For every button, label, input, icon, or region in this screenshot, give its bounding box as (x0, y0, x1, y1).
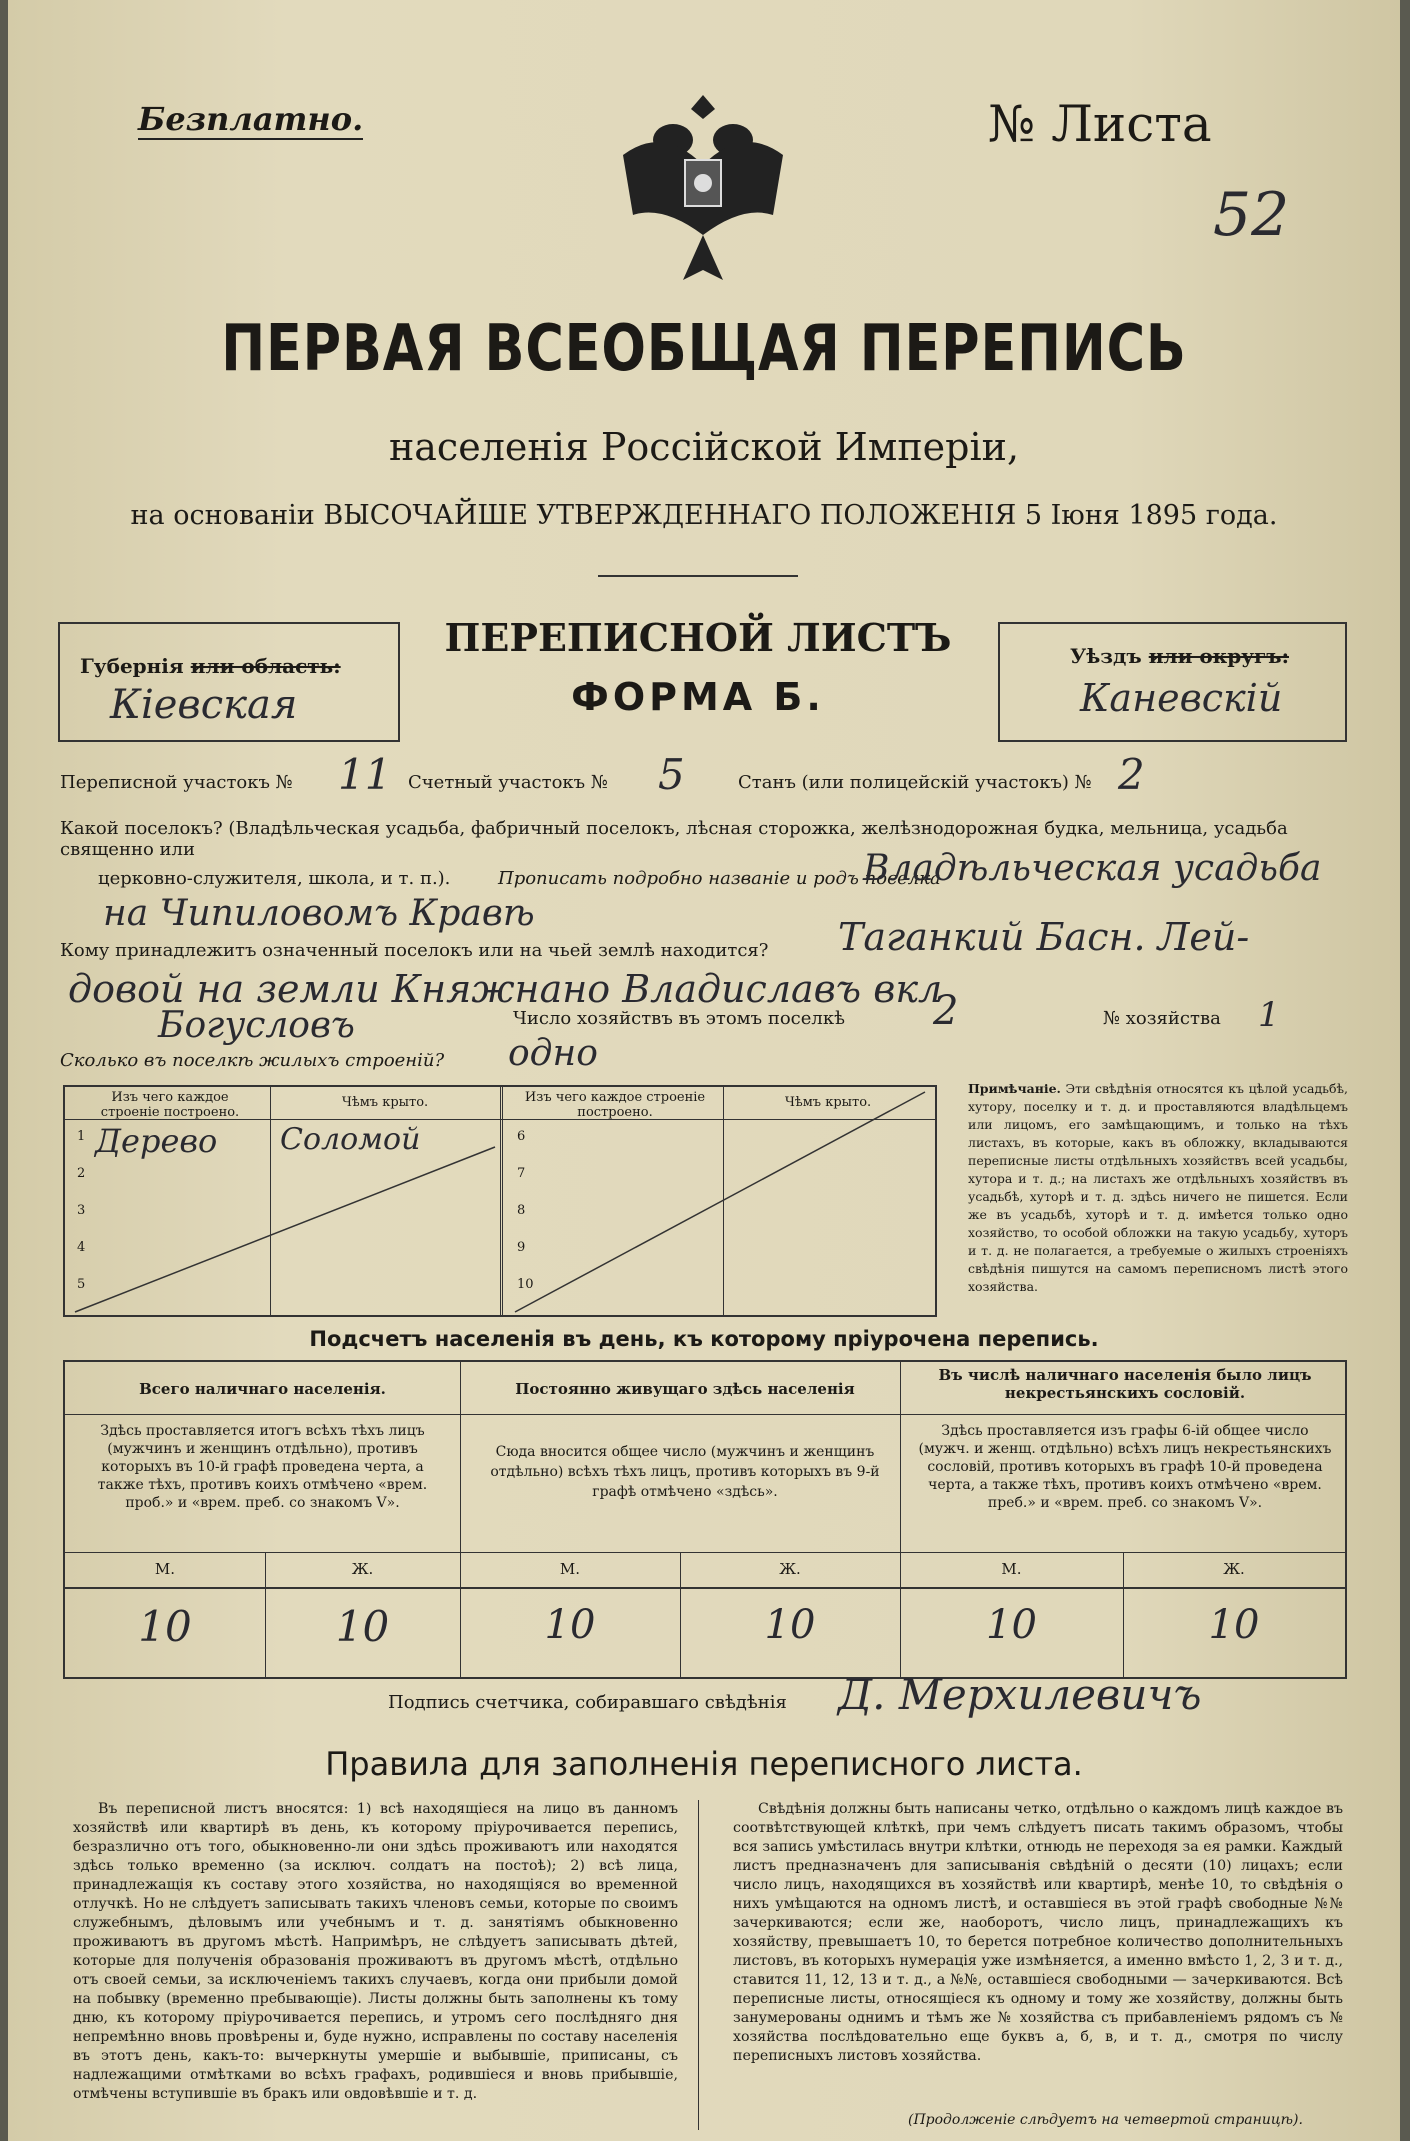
row-number: 1 (77, 1129, 86, 1144)
poselok-value-2: на Чипиловомъ Кравѣ (103, 893, 535, 934)
count-value: 10 (764, 1602, 816, 1648)
count-zh-header: Ж. (351, 1560, 374, 1578)
row-number: 8 (517, 1203, 526, 1218)
count-value: 10 (138, 1602, 192, 1651)
rules-right-column: Свѣдѣнія должны быть написаны четко, отдѣльно о каждомъ лицѣ каждое въ соотвѣтствующей клѣткѣ, при чемъ слѣдуетъ писать такимъ образомъ, чтобы вся запись умѣстилась внутри клѣтки, отнюдь не переходя за ея рамки. Каждый листъ предназначенъ для записыванія свѣдѣній о десяти (10) лицахъ; если число лицъ, находящихся въ хозяйствѣ или квартирѣ, менѣе 10, то свѣдѣнія о нихъ умѣщаются на одномъ листѣ, и оставшіеся въ этой графѣ свободные №№ зачеркиваются; если же, наоборотъ, число лицъ, принадлежащихъ къ хозяйству, превышаетъ 10, то берется потребное количество дополнительныхъ листовъ, въ которыхъ нумерація уже измѣняется, а именно вмѣсто 1, 2, 3 и т. д., ставится 11, 12, 13 и т. д., а №№, оставшіеся свободными — зачеркиваются. Всѣ переписные листы, относящіеся къ одному и тому же хозяйству, должны быть занумерованы однимъ и тѣмъ же № хозяйства съ прибавленіемъ рядомъ съ № хозяйства послѣдовательно еще буквъ а, б, в, и т. д., смотря по числу переписныхъ листовъ хозяйства. (733, 1801, 1343, 2064)
count-zh-header: Ж. (1223, 1560, 1245, 1578)
stan-label: Станъ (или полицейскій участокъ) № (738, 772, 1092, 793)
perepis-uch-label: Переписной участокъ № (60, 772, 293, 793)
sheet-number-label: № Листа (988, 95, 1212, 153)
subtitle: населенія Россійской Имперіи, (388, 425, 1020, 469)
count-value: 10 (335, 1602, 390, 1651)
count-value: 10 (986, 1602, 1037, 1648)
note-text: Эти свѣдѣнія относятся къ цѣлой усадьбѣ, хутору, поселку и т. д. и проставляются владѣльцемъ или лицомъ, его замѣщающимъ, и только на тѣхъ листахъ, въ которые, какъ въ обложку, вкладываются переписные листы отдѣльныхъ хозяйствъ всей усадьбы, хутора и т. д.; на листахъ же отдѣльныхъ хозяйствъ въ усадьбѣ, хуторѣ и т. д. здѣсь ничего не пишется. Если же въ усадьбѣ, хуторѣ и т. д. имѣется только одно хозяйство, то особой обложки на такую усадьбу, хуторъ и т. д. не полагается, а требуемые о жилыхъ строеніяхъ свѣдѣнія пишутся на самомъ переписномъ листѣ этого хозяйства. (968, 1081, 1348, 1294)
gubernia-box (58, 622, 400, 742)
poselok-question: Какой поселокъ? (Владѣльческая усадьба, фабричный поселокъ, лѣсная сторожка, желѣзнодорожная будка, мельница, усадьба священно или (60, 818, 1288, 860)
count-col1-text: Здѣсь проставляется итогъ всѣхъ тѣхъ лицъ (мужчинъ и женщинъ отдѣльно), противъ которыхъ въ 10-й графѣ проведена черта, а также тѣхъ, противъ коихъ отмѣчено «врем. проб.» и «врем. преб. со знакомъ V». (97, 1423, 428, 1511)
buildings-header-roof: Чѣмъ крыто. (341, 1095, 429, 1110)
gubernia-value: Кіевская (110, 682, 298, 728)
buildings-value: одно (508, 1033, 598, 1074)
row-number: 10 (517, 1277, 534, 1292)
row-number: 4 (77, 1240, 86, 1255)
count-m-header: М. (1001, 1560, 1022, 1578)
form-title: ПЕРЕПИСНОЙ ЛИСТЪ (444, 615, 952, 660)
strike-through-lines (65, 1087, 935, 1315)
note-block (968, 1080, 1348, 1296)
rules-title: Правила для заполненія переписного листа. (325, 1745, 1083, 1783)
count-m-header: М. (154, 1560, 176, 1578)
buildings-header-material-2: Изъ чего каждое строеніе построено. (524, 1090, 706, 1120)
count-col3-text: Здѣсь проставляется изъ графы 6-ій общее число (мужч. и женщ. отдѣльно) всѣхъ лицъ некрестьянскихъ сословій, противъ которыхъ въ графѣ 10-й проведена черта, а также тѣхъ, противъ коихъ отмѣчено «врем. преб.» и «врем. преб. со знакомъ V». (918, 1423, 1332, 1511)
uezd-value: Каневскій (1080, 676, 1283, 720)
gubernia-label: Губернія (80, 654, 184, 678)
row-number: 6 (517, 1129, 526, 1144)
row-number: 5 (77, 1277, 86, 1292)
households-value: 2 (933, 988, 959, 1034)
count-value: 10 (544, 1602, 596, 1648)
count-col2-text: Сюда вносится общее число (мужчинъ и женщинъ отдѣльно) всѣхъ тѣхъ лицъ, противъ которыхъ въ 9-й графѣ отмѣчено «здѣсь». (490, 1444, 880, 1500)
schet-uch-label: Счетный участокъ № (408, 772, 608, 793)
row-number: 3 (77, 1203, 86, 1218)
household-number-value: 1 (1258, 995, 1280, 1035)
count-value: 10 (1208, 1602, 1260, 1648)
rules-divider (698, 1800, 699, 2130)
poselok-instruction: Прописать подробно названіе и родъ поселка (498, 868, 941, 889)
count-col1-head: Всего наличнаго населенія. (139, 1380, 386, 1398)
signature-label: Подпись счетчика, собиравшаго свѣдѣнія (388, 1692, 787, 1713)
owner-question: Кому принадлежитъ означенный поселокъ или на чьей землѣ находится? (60, 940, 769, 961)
count-title: Подсчетъ населенія въ день, къ которому пріурочена перепись. (309, 1327, 1099, 1351)
row-number: 9 (517, 1240, 526, 1255)
form-type: ФОРМА Б. (571, 675, 825, 719)
rules-left-column: Въ переписной листъ вносятся: 1) всѣ находящіеся на лицо въ данномъ хозяйствѣ или квартирѣ въ день, къ которому пріурочивается перепись, безразлично отъ того, обыкновенно-ли они здѣсь проживаютъ или находятся здѣсь только временно (за исключ. солдатъ на постоѣ); 2) всѣ лица, принадлежащія къ составу этого хозяйства, но находящіяся во временной отлучкѣ. Но не слѣдуетъ записывать такихъ членовъ семьи, которые по своимъ служебнымъ, дѣловымъ или учебнымъ и т. д. занятіямъ обыкновенно проживаютъ въ другомъ мѣстѣ. Напримѣръ, не слѣдуетъ записывать дѣтей, которые для полученія образованія проживаютъ въ другомъ мѣстѣ, отдѣльно отъ своей семьи, за исключеніемъ такихъ случаевъ, когда они прибыли домой на побывку (временно пребывающіе). Листы должны быть заполнены къ тому дню, къ которому пріурочивается перепись, и утромъ сего послѣдняго дня непремѣнно вновь провѣрены и, буде нужно, исправлены по составу населенія въ этотъ день, какъ-то: вычеркнуты умершіе и выбывшіе, приписаны, съ надлежащими отмѣтками во всѣхъ графахъ, родившіеся и вновь прибывшіе, отмѣчены вступившіе въ бракъ или овдовѣвшіе и т. д. (73, 1801, 678, 2102)
row1-roof: Соломой (280, 1122, 421, 1157)
uezd-struck: или округъ: (1148, 644, 1289, 668)
count-m-header: М. (559, 1560, 581, 1578)
row-number: 7 (517, 1166, 526, 1181)
household-number-label: № хозяйства (1103, 1008, 1221, 1029)
signature-value: Д. Мерхилевичъ (838, 1670, 1202, 1719)
owner-value-3: Богусловъ (158, 1005, 355, 1046)
uezd-label: Уѣздъ (1070, 644, 1142, 668)
sheet-number-handwritten: 52 (1213, 180, 1290, 250)
count-zh-header: Ж. (779, 1560, 801, 1578)
gubernia-struck: или область: (190, 654, 341, 678)
count-col3-head: Въ числѣ наличнаго населенія было лицъ некрестьянскихъ сословій. (938, 1366, 1312, 1402)
row1-material: Дерево (95, 1122, 218, 1160)
perepis-uch-value: 11 (338, 750, 392, 799)
owner-value-1: Таганкий Басн. Лей- (838, 915, 1250, 959)
households-label: Число хозяйствъ въ этомъ поселкѣ (513, 1008, 845, 1029)
buildings-table (63, 1085, 937, 1317)
note-label: Примѣчаніе. (968, 1081, 1061, 1096)
buildings-header-material: Изъ чего каждое строеніе построено. (100, 1090, 240, 1120)
count-table (63, 1360, 1347, 1679)
divider (598, 575, 798, 577)
buildings-header-roof-2: Чѣмъ крыто. (784, 1095, 872, 1110)
imperial-eagle-emblem (603, 85, 803, 300)
continued-note: (Продолженіе слѣдуетъ на четвертой страницѣ). (908, 2112, 1303, 2128)
uezd-box (998, 622, 1347, 742)
decree-line: на основаніи ВЫСОЧАЙШЕ УТВЕРЖДЕННАГО ПОЛОЖЕНІЯ 5 Іюня 1895 года. (130, 500, 1278, 531)
free-label: Безплатно. (138, 100, 364, 138)
schet-uch-value: 5 (658, 750, 685, 799)
census-sheet (8, 0, 1400, 2141)
poselok-question-2: церковно-служителя, школа, и т. п.). (98, 868, 451, 889)
buildings-label: Сколько въ поселкѣ жилыхъ строеній? (60, 1050, 445, 1071)
poselok-value-1: Владѣльческая усадьба (863, 848, 1322, 889)
row-number: 2 (77, 1166, 86, 1181)
stan-value: 2 (1118, 750, 1145, 799)
count-col2-head: Постоянно живущаго здѣсь населенія (515, 1380, 855, 1398)
owner-value-2: довой на земли Княжнано Владиславъ вкл (68, 967, 943, 1011)
page-title: ПЕРВАЯ ВСЕОБЩАЯ ПЕРЕПИСЬ (221, 312, 1187, 386)
